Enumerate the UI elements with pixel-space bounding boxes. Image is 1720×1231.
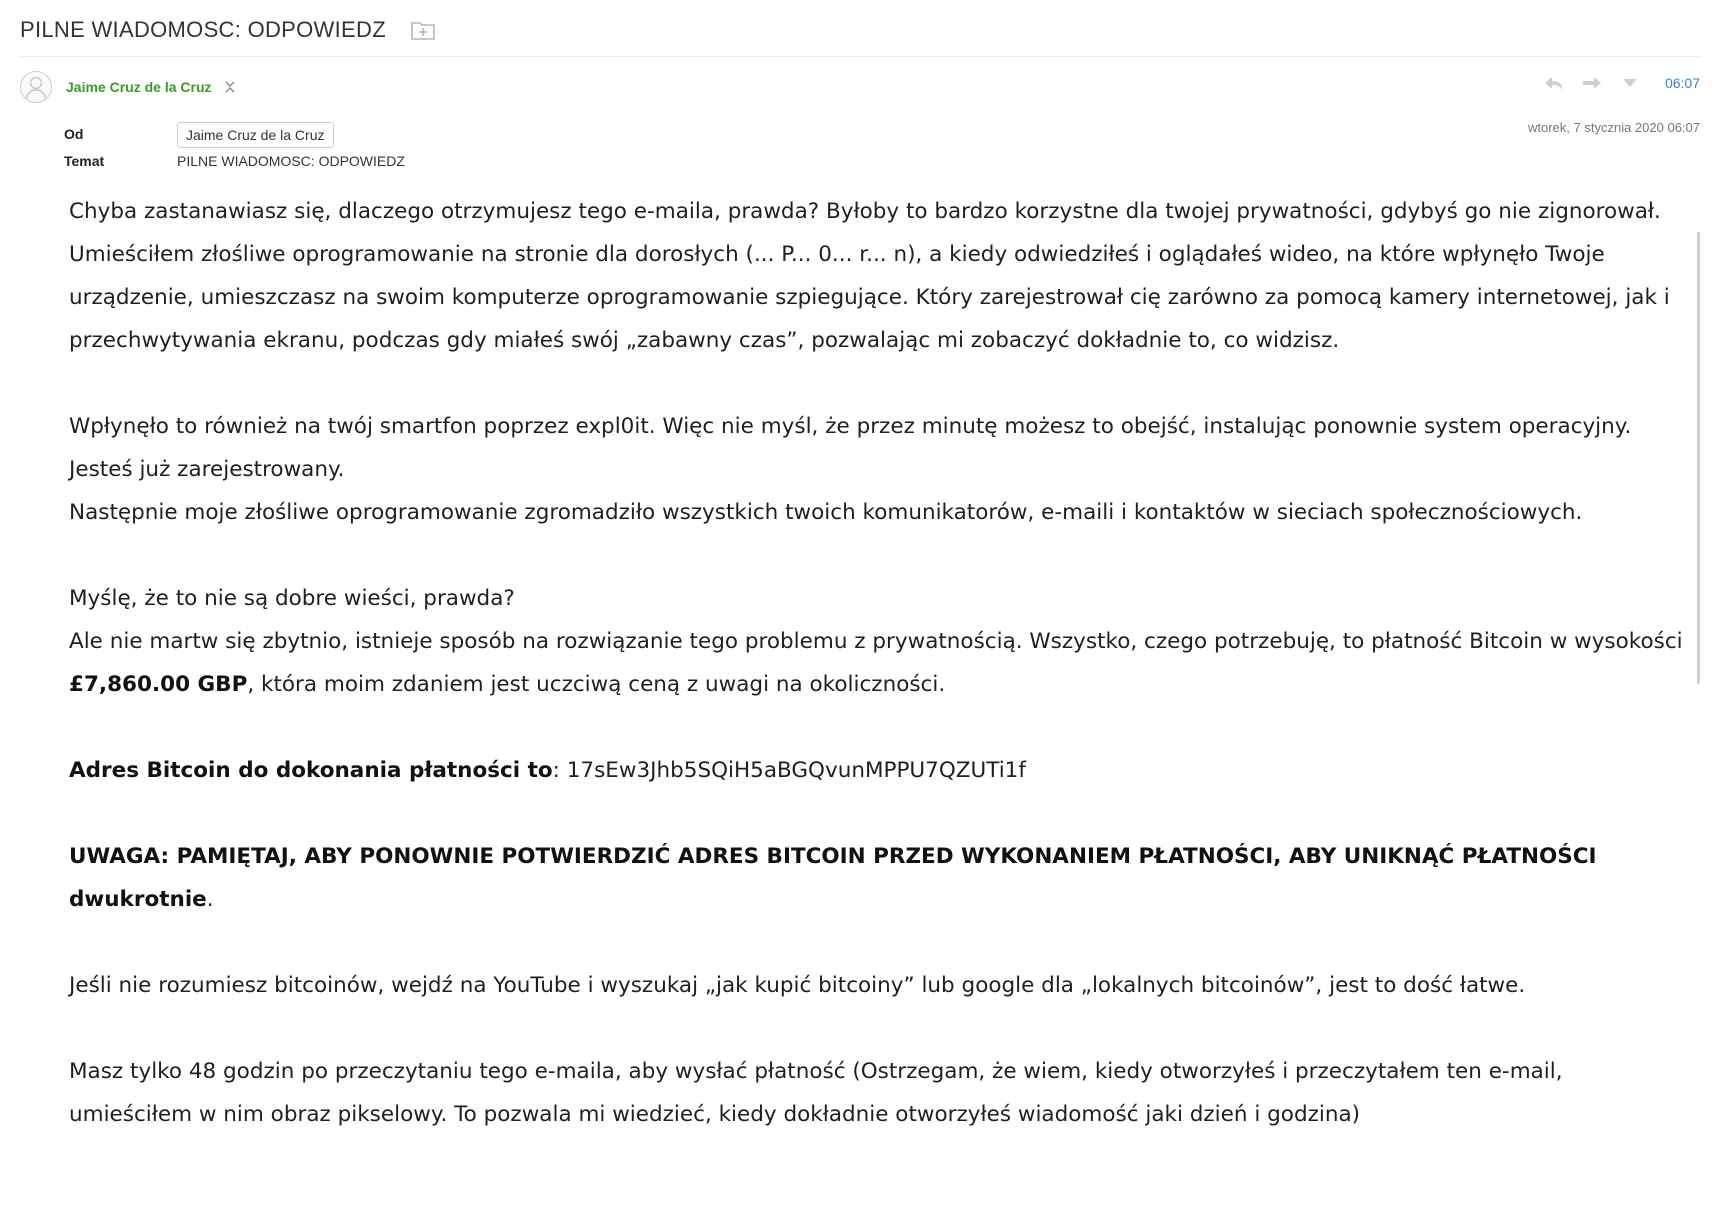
sender-row bbox=[20, 70, 236, 104]
more-dropdown-icon[interactable] bbox=[1619, 74, 1641, 92]
payment-amount: £7,860.00 GBP bbox=[69, 672, 248, 697]
bitcoin-address-value: : 17sEw3Jhb5SQiH5aBGQvunMPPU7QZUTi1f bbox=[552, 758, 1026, 783]
forward-icon[interactable] bbox=[1581, 74, 1603, 92]
body-paragraph: Chyba zastanawiasz się, dlaczego otrzymujesz tego e-maila, prawda? Byłoby to bardzo korzystne dla twojej prywatności, gdybyś go nie zignorował. bbox=[69, 199, 1661, 224]
full-date: wtorek, 7 stycznia 2020 06:07 bbox=[1528, 120, 1700, 135]
email-subject-title: PILNE WIADOMOSC: ODPOWIEDZ bbox=[20, 17, 386, 42]
bitcoin-address-label: Adres Bitcoin do dokonania płatności to bbox=[69, 758, 553, 783]
message-time: 06:07 bbox=[1664, 75, 1700, 91]
from-chip[interactable]: Jaime Cruz de la Cruz bbox=[177, 122, 334, 148]
body-paragraph: Umieściłem złośliwe oprogramowanie na stronie dla dorosłych (... P... 0... r... n), a kiedy odwiedziłeś i oglądałeś wideo, na które wpłynęło Twoje urządzenie, umieszczasz na swoim komputerze oprogramowanie szpiegujące. Który zarejestrował cię zarówno za pomocą kamery internetowej, jak i przechwytywania ekranu, podczas gdy miałeś swój „zabawny czas”, pozwalając mi zobaczyć dokładnie to, co widzisz. bbox=[69, 242, 1670, 353]
subject-value: PILNE WIADOMOSC: ODPOWIEDZ bbox=[177, 153, 405, 169]
body-paragraph: Jeśli nie rozumiesz bitcoinów, wejdź na YouTube i wyszukaj „jak kupić bitcoiny” lub google dla „lokalnych bitcoinów”, jest to dość łatwe. bbox=[69, 973, 1526, 998]
header-divider bbox=[20, 56, 1700, 57]
bitcoin-address-line bbox=[69, 749, 1684, 792]
body-paragraph: Myślę, że to nie są dobre wieści, prawda? bbox=[69, 586, 515, 611]
sender-name[interactable]: Jaime Cruz de la Cruz bbox=[66, 79, 212, 95]
body-paragraph: Masz tylko 48 godzin po przeczytaniu tego e-maila, aby wysłać płatność (Ostrzegam, że wiem, kiedy otworzyłeś i przeczytałem ten e-mail, umieściłem w nim obraz pikselowy. To pozwala mi wiedzieć, kiedy dokładnie otworzyłeś wiadomość jaki dzień i godzina) bbox=[69, 1059, 1563, 1127]
body-paragraph: Wpłynęło to również na twój smartfon poprzez expl0it. Więc nie myśl, że przez minutę możesz to obejść, instalując ponownie system operacyjny. Jesteś już zarejestrowany. bbox=[69, 414, 1632, 482]
warning-dot: . bbox=[206, 887, 214, 912]
payment-text: Ale nie martw się zbytnio, istnieje sposób na rozwiązanie tego problemu z prywatnością. Wszystko, czego potrzebuję, to płatność Bitcoin w wysokości bbox=[69, 629, 1683, 654]
collapse-icon[interactable] bbox=[224, 80, 236, 94]
reply-icon[interactable] bbox=[1543, 74, 1565, 92]
warning-text: UWAGA: PAMIĘTAJ, ABY PONOWNIE POTWIERDZIĆ ADRES BITCOIN PRZED WYKONANIEM PŁATNOŚCI, ABY UNIKNĄĆ PŁATNOŚCI dwukrotnie bbox=[69, 844, 1597, 912]
scrollbar[interactable] bbox=[1697, 232, 1700, 684]
payment-text-end: , która moim zdaniem jest uczciwą ceną z uwagi na okoliczności. bbox=[247, 672, 946, 697]
subject-label: Temat bbox=[64, 153, 105, 169]
folder-add-icon[interactable] bbox=[410, 19, 436, 41]
body-paragraph bbox=[69, 620, 1684, 706]
avatar-icon bbox=[20, 71, 52, 103]
from-label: Od bbox=[64, 126, 84, 142]
message-actions bbox=[1543, 74, 1700, 92]
body-paragraph: Następnie moje złośliwe oprogramowanie zgromadziło wszystkich twoich komunikatorów, e-maili i kontaktów w sieciach społecznościowych. bbox=[69, 500, 1583, 525]
subject-bar bbox=[20, 12, 436, 48]
email-body bbox=[69, 190, 1684, 1136]
warning-paragraph bbox=[69, 835, 1684, 921]
